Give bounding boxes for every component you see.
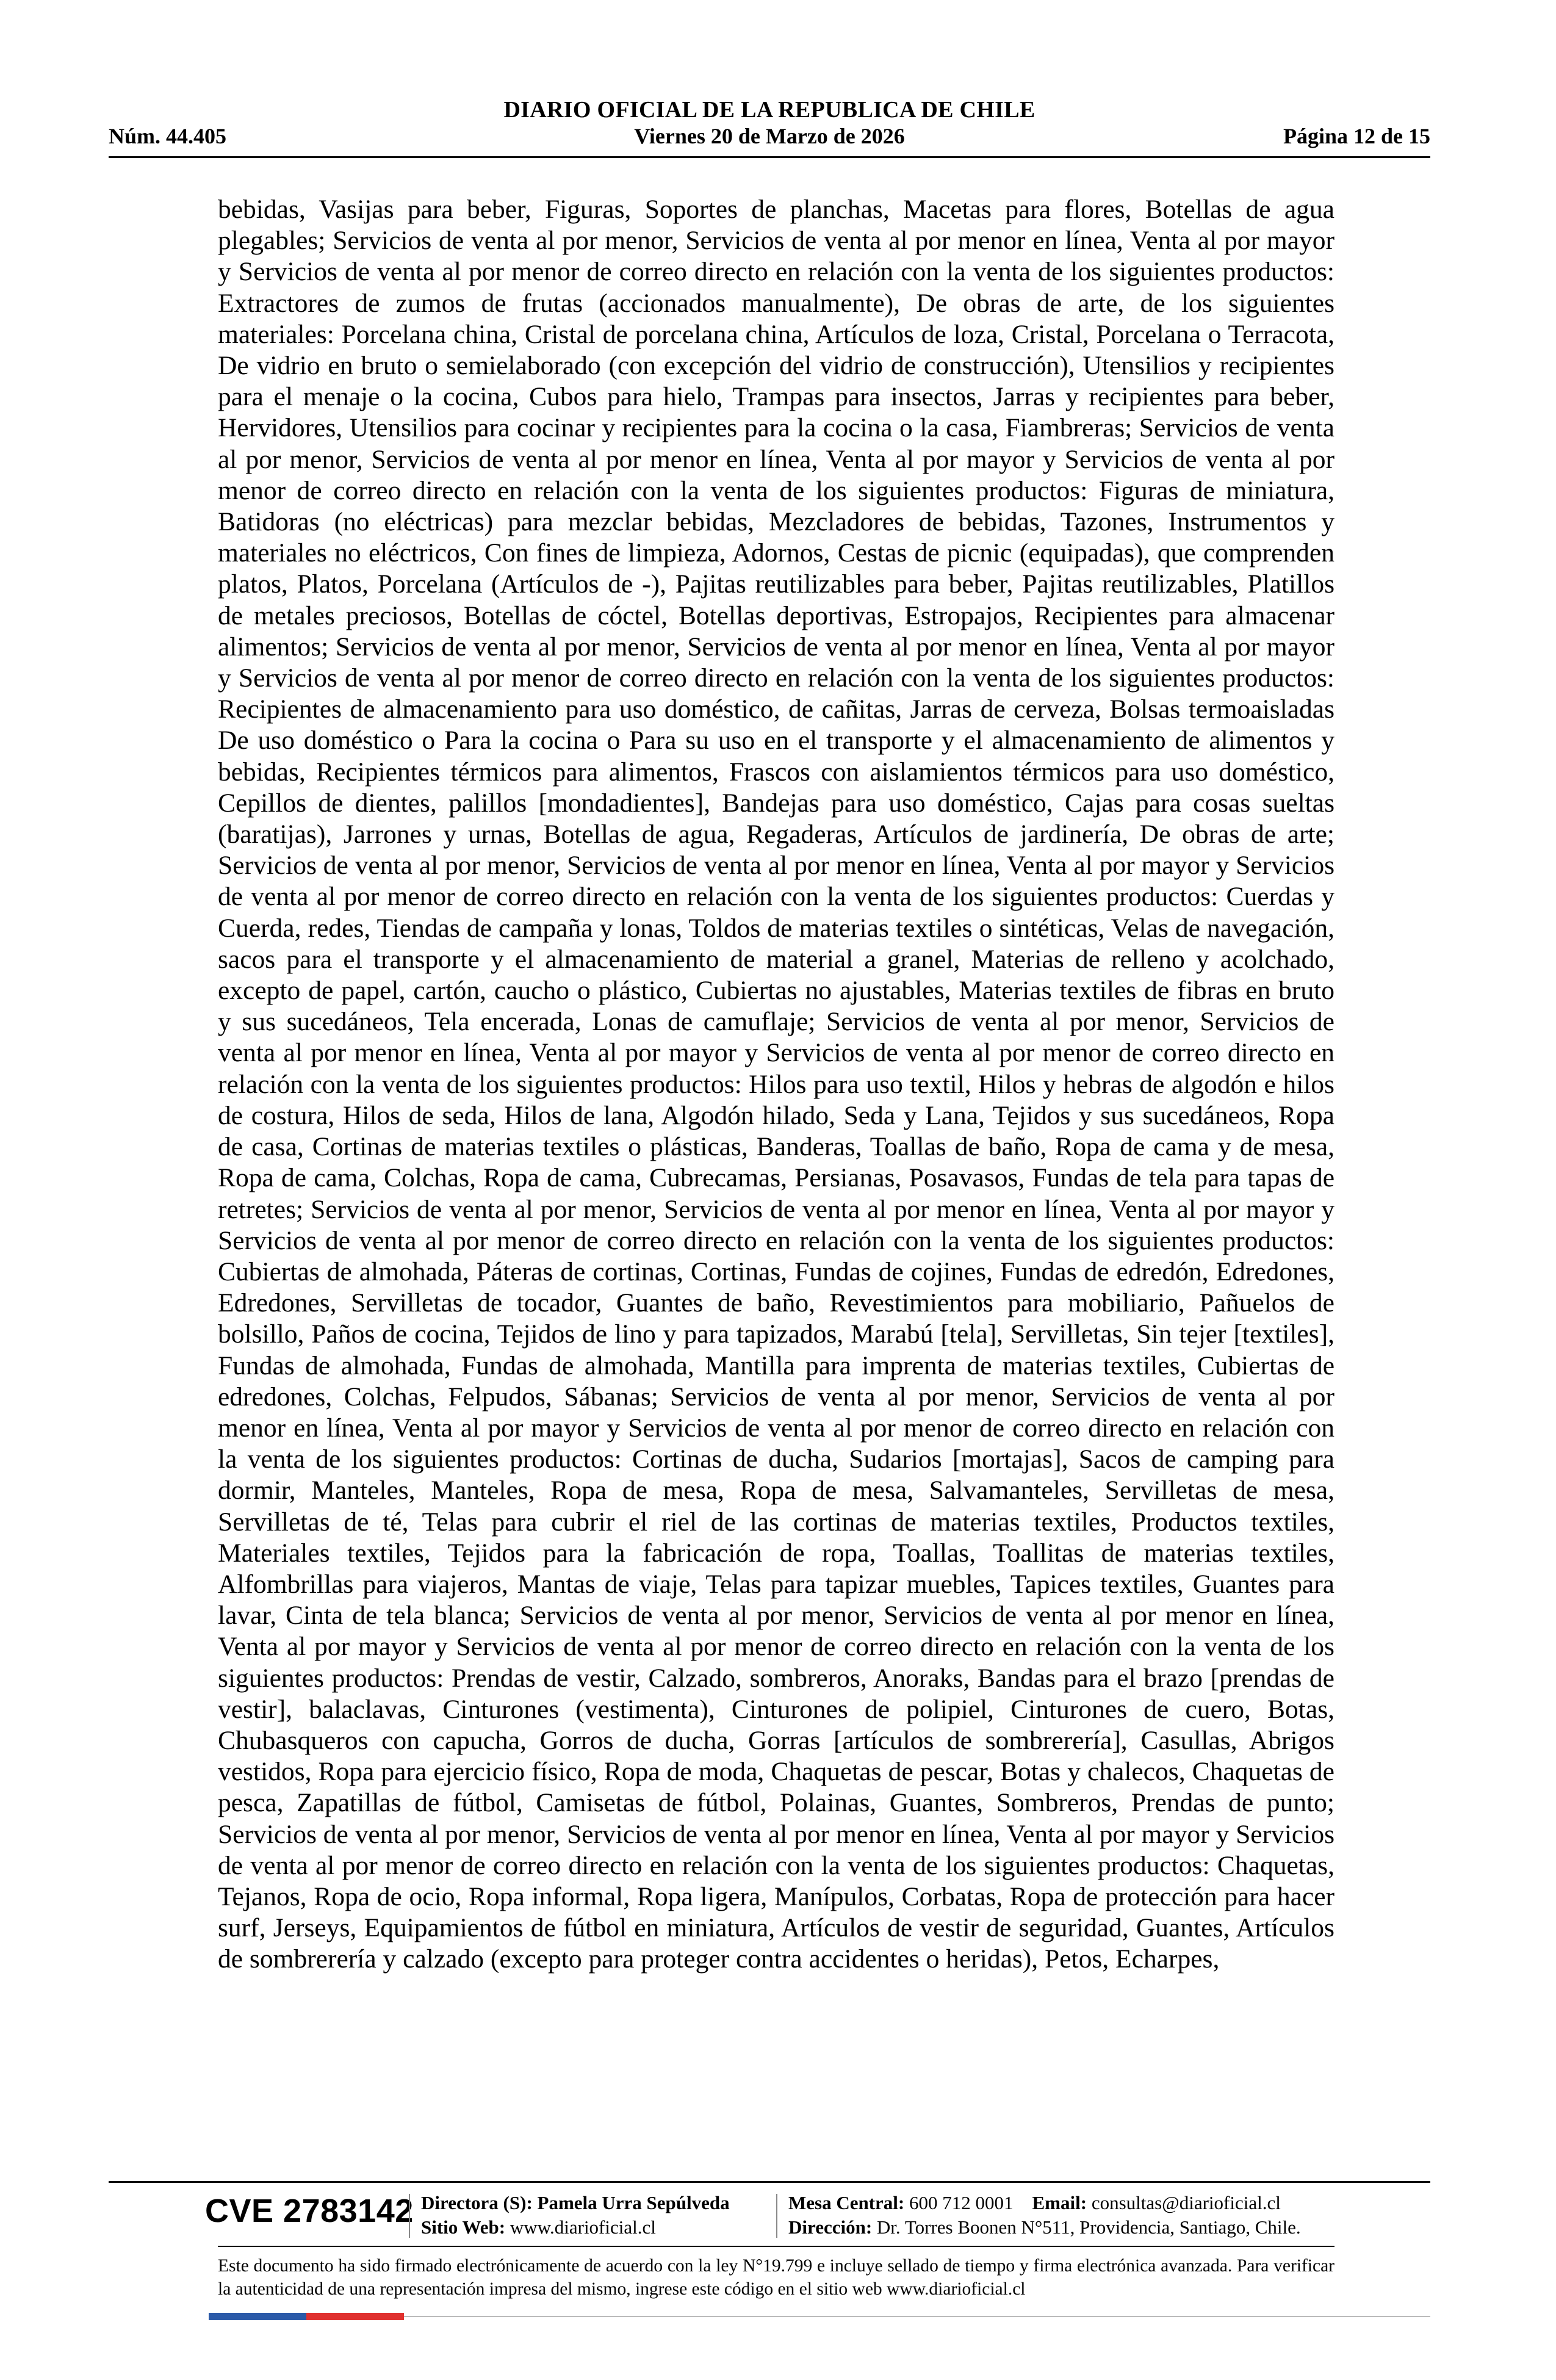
website-link[interactable]: www.diarioficial.cl: [510, 2216, 656, 2238]
cve-code: CVE 2783142: [205, 2193, 414, 2229]
body-paragraph: bebidas, Vasijas para beber, Figuras, Soportes de planchas, Macetas para flores, Botellas de agua plegables; Servicios de venta al por menor, Servicios de venta al por menor en línea, Venta al por mayor y Servicios de venta al por menor de correo directo en relación con la venta de los siguientes productos: Extractores de zumos de frutas (accionados manualmente), De obras de arte, de los siguientes materiales: Porcelana china, Cristal de porcelana china, Artículos de loza, Cristal, Porcelana o Terracota, De vidrio en bruto o semielaborado (con excepción del vidrio de construcción), Utensilios y recipientes para el menaje o la cocina, Cubos para hielo, Trampas para insectos, Jarras y recipientes para beber, Hervidores, Utensilios para cocinar y recipientes para la cocina o la casa, Fiambreras; Servicios de venta al por menor, Servicios de venta al por menor en línea, Venta al por mayor y Servicios de venta al por menor de correo directo en relación con la venta de los siguientes productos: Figuras de miniatura, Batidoras (no eléctricas) para mezclar bebidas, Mezcladores de bebidas, Tazones, Instrumentos y materiales no eléctricos, Con fines de limpieza, Adornos, Cestas de picnic (equipadas), que comprenden platos, Platos, Porcelana (Artículos de -), Pajitas reutilizables para beber, Pajitas reutilizables, Platillos de metales preciosos, Botellas de cóctel, Botellas deportivas, Estropajos, Recipientes para almacenar alimentos; Servicios de venta al por menor, Servicios de venta al por menor en línea, Venta al por mayor y Servicios de venta al por menor de correo directo en relación con la venta de los siguientes productos: Recipientes de almacenamiento para uso doméstico, de cañitas, Jarras de cerveza, Bolsas termoaisladas De uso doméstico o Para la cocina o Para su uso en el transporte y el almacenamiento de alimentos y bebidas, Recipientes térmicos para alimentos, Frascos con aislamientos térmicos para uso doméstico, Cepillos de dientes, palillos [mondadientes], Bandejas para uso doméstico, Cajas para cosas sueltas (baratijas), Jarrones y urnas, Botellas de agua, Regaderas, Artículos de jardinería, De obras de arte; Servicios de venta al por menor, Servicios de venta al por menor en línea, Venta al por mayor y Servicios de venta al por menor de correo directo en relación con la venta de los siguientes productos: Cuerdas y Cuerda, redes, Tiendas de campaña y lonas, Toldos de materias textiles o sintéticas, Velas de navegación, sacos para el transporte y el almacenamiento de material a granel, Materias de relleno y acolchado, excepto de papel, cartón, caucho o plástico, Cubiertas no ajustables, Materias textiles de fibras en bruto y sus sucedáneos, Tela encerada, Lonas de camuflaje; Servicios de venta al por menor, Servicios de venta al por menor en línea, Venta al por mayor y Servicios de venta al por menor de correo directo en relación con la venta de los siguientes productos: Hilos para uso textil, Hilos y hebras de algodón e hilos de costura, Hilos de seda, Hilos de lana, Algodón hilado, Seda y Lana, Tejidos y sus sucedáneos, Ropa de casa, Cortinas de materias textiles o plásticas, Banderas, Toallas de baño, Ropa de cama y de mesa, Ropa de cama, Colchas, Ropa de cama, Cubrecamas, Persianas, Posavasos, Fundas de tela para tapas de retretes; Servicios de venta al por menor, Servicios de venta al por menor en línea, Venta al por mayor y Servicios de venta al por menor de correo directo en relación con la venta de los siguientes productos: Cubiertas de almohada, Páteras de cortinas, Cortinas, Fundas de cojines, Fundas de edredón, Edredones, Edredones, Servilletas de tocador, Guantes de baño, Revestimientos para mobiliario, Pañuelos de bolsillo, Paños de cocina, Tejidos de lino y para tapizados, Marabú [tela], Servilletas, Sin tejer [textiles], Fundas de almohada, Fundas de almohada, Mantilla para imprenta de materias textiles, Cubiertas de edredones, Colchas, Felpudos, Sábanas; Servicios de venta al por menor, Servicios de venta al por menor en línea, Venta al por mayor y Servicios de venta al por menor de correo directo en relación con la venta de los siguientes productos: Cortinas de ducha, Sudarios [mortajas], Sacos de camping para dormir, Manteles, Manteles, Ropa de mesa, Ropa de mesa, Salvamanteles, Servilletas de mesa, Servilletas de té, Telas para cubrir el riel de las cortinas de materias textiles, Productos textiles, Materiales textiles, Tejidos para la fabricación de ropa, Toallas, Toallitas de materias textiles, Alfombrillas para viajeros, Mantas de viaje, Telas para tapizar muebles, Tapices textiles, Guantes para lavar, Cinta de tela blanca; Servicios de venta al por menor, Servicios de venta al por menor en línea, Venta al por mayor y Servicios de venta al por menor de correo directo en relación con la venta de los siguientes productos: Prendas de vestir, Calzado, sombreros, Anoraks, Bandas para el brazo [prendas de vestir], balaclavas, Cinturones (vestimenta), Cinturones de polipiel, Cinturones de cuero, Botas, Chubasqueros con capucha, Gorros de ducha, Gorras [artículos de sombrerería], Casullas, Abrigos vestidos, Ropa para ejercicio físico, Ropa de moda, Chaquetas de pescar, Botas y chalecos, Chaquetas de pesca, Zapatillas de fútbol, Camisetas de fútbol, Polainas, Guantes, Sombreros, Prendas de punto; Servicios de venta al por menor, Servicios de venta al por menor en línea, Venta al por mayor y Servicios de venta al por menor de correo directo en relación con la venta de los siguientes productos: Chaquetas, Tejanos, Ropa de ocio, Ropa informal, Ropa ligera, Manípulos, Corbatas, Ropa de protección para hacer surf, Jerseys, Equipamientos de fútbol en miniatura, Artículos de vestir de seguridad, Guantes, Artículos de sombrerería y calzado (excepto para proteger contra accidentes o heridas), Petos, Echarpes,: [218, 195, 1334, 1974]
footer-contact-block: [788, 2191, 1301, 2240]
footer-director-block: [421, 2191, 730, 2240]
director-name: Pamela Urra Sepúlveda: [537, 2192, 730, 2213]
issue-number: Núm. 44.405: [109, 124, 227, 148]
email-link[interactable]: consultas@diarioficial.cl: [1091, 2192, 1281, 2213]
email-label: Email:: [1032, 2192, 1087, 2213]
flag-color-bar: [209, 2313, 404, 2320]
phone-number: 600 712 0001: [909, 2192, 1014, 2213]
footer-divider: [109, 2181, 1430, 2183]
director-label: Directora (S):: [421, 2192, 533, 2213]
legal-divider: [218, 2246, 1334, 2247]
page-header: [109, 92, 1430, 153]
website-line: [421, 2215, 730, 2240]
header-divider: [109, 156, 1430, 158]
address-label: Dirección:: [788, 2216, 873, 2238]
publication-title: DIARIO OFICIAL DE LA REPUBLICA DE CHILE: [503, 97, 1036, 123]
phone-label: Mesa Central:: [788, 2192, 905, 2213]
website-label: Sitio Web:: [421, 2216, 506, 2238]
color-bar-red: [306, 2313, 404, 2320]
footer-separator: [409, 2194, 410, 2238]
contact-line: [788, 2191, 1301, 2215]
legal-notice: Este documento ha sido firmado electrónicamente de acuerdo con la ley N°19.799 e incluye sellado de tiempo y firma electrónica avanzada. Para verificar la autenticidad de una representación impresa del mismo, ingrese este código en el sitio web www.diarioficial.cl: [218, 2256, 1334, 2299]
page-indicator: Página 12 de 15: [1283, 124, 1430, 148]
address-text: Dr. Torres Boonen N°511, Providencia, Santiago, Chile.: [876, 2216, 1301, 2238]
issue-date: Viernes 20 de Marzo de 2026: [634, 124, 905, 148]
director-line: [421, 2191, 730, 2215]
bottom-divider: [404, 2316, 1430, 2317]
color-bar-blue: [209, 2313, 306, 2320]
footer-separator: [776, 2194, 777, 2238]
address-line: [788, 2215, 1301, 2240]
